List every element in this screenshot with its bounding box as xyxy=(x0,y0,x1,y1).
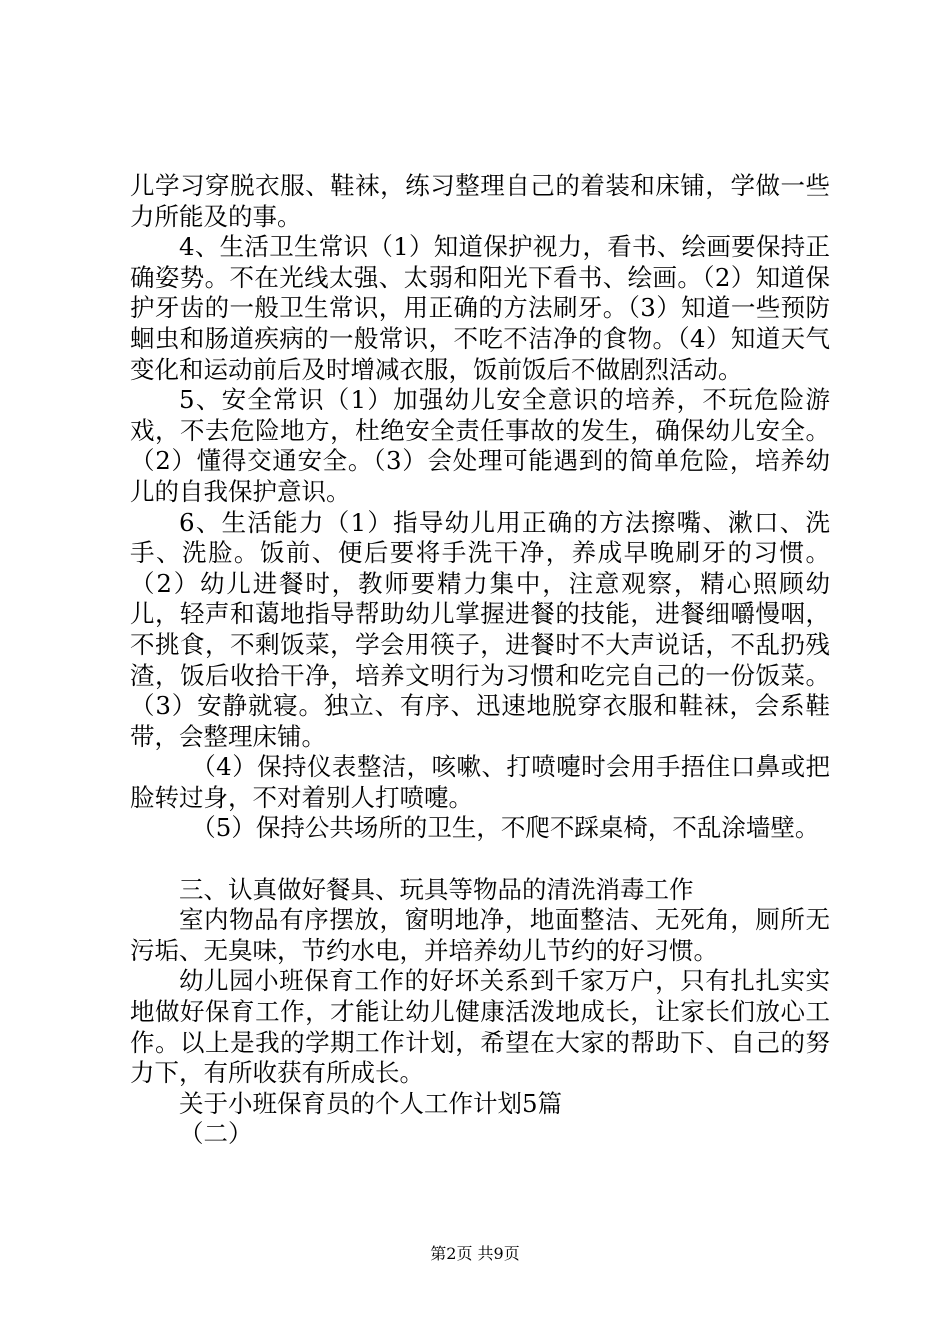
paragraph-conclusion: 幼儿园小班保育工作的好坏关系到千家万户，只有扎扎实实地做好保育工作，才能让幼儿健康活泼地成长，让家长们放心工作。以上是我的学期工作计划，希望在大家的帮助下、自己的努力下，有所收获有所成长。 xyxy=(130,966,830,1088)
page-footer: 第2页 共9页 xyxy=(430,1244,520,1263)
document-body xyxy=(130,171,830,1150)
paragraph-title-line: 关于小班保育员的个人工作计划5篇 xyxy=(179,1088,563,1118)
paragraph-continuation: 儿学习穿脱衣服、鞋袜，练习整理自己的着装和床铺，学做一些力所能及的事。 xyxy=(130,171,830,231)
paragraph-public-hygiene: （5）保持公共场所的卫生，不爬不踩桌椅，不乱涂墙壁。 xyxy=(191,813,820,843)
paragraph-part-two: （二） xyxy=(179,1119,253,1149)
paragraph-safety-knowledge: 5、安全常识（1）加强幼儿安全意识的培养，不玩危险游戏，不去危险地方，杜绝安全责任事故的发生，确保幼儿安全。（2）懂得交通安全。（3）会处理可能遇到的简单危险，培养幼儿的自我保护意识。 xyxy=(130,385,830,506)
paragraph-appearance: （4）保持仪表整洁，咳嗽、打喷嚏时会用手捂住口鼻或把脸转过身，不对着别人打喷嚏。 xyxy=(130,752,830,812)
section-heading-disinfection: 三、认真做好餐具、玩具等物品的清洗消毒工作 xyxy=(179,874,694,904)
paragraph-life-skills: 6、生活能力（1）指导幼儿用正确的方法擦嘴、漱口、洗手、洗脸。饭前、便后要将手洗干净，养成早晚刷牙的习惯。（2）幼儿进餐时，教师要精力集中，注意观察，精心照顾幼儿，轻声和蔼地指导帮助幼儿掌握进餐的技能，进餐细嚼慢咽，不挑食，不剩饭菜，学会用筷子，进餐时不大声说话，不乱扔残渣，饭后收拾干净，培养文明行为习惯和吃完自己的一份饭菜。（3）安静就寝。独立、有序、迅速地脱穿衣服和鞋袜，会系鞋带，会整理床铺。 xyxy=(130,507,830,751)
paragraph-hygiene-knowledge: 4、生活卫生常识（1）知道保护视力，看书、绘画要保持正确姿势。不在光线太强、太弱和阳光下看书、绘画。（2）知道保护牙齿的一般卫生常识，用正确的方法刷牙。（3）知道一些预防蛔虫和肠道疾病的一般常识，不吃不洁净的食物。（4）知道天气变化和运动前后及时增减衣服，饭前饭后不做剧烈活动。 xyxy=(130,232,830,384)
paragraph-room-order: 室内物品有序摆放，窗明地净，地面整洁、无死角，厕所无污垢、无臭味，节约水电，并培养幼儿节约的好习惯。 xyxy=(130,905,830,965)
paragraph-gap xyxy=(130,844,830,875)
